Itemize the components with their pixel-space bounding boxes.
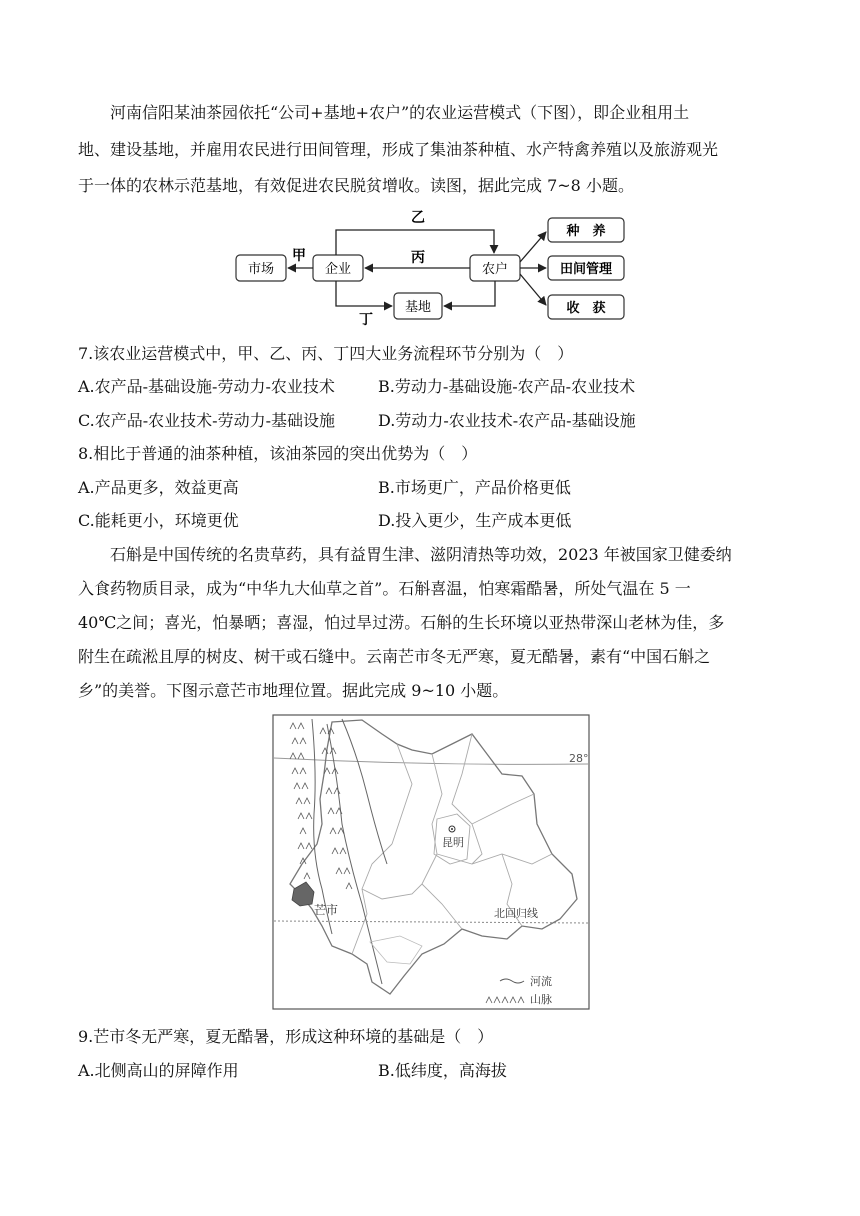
arrow-farmer-plant bbox=[520, 232, 546, 262]
plant-label: 种 养 bbox=[566, 224, 606, 239]
question-7-stem: 7.该农业运营模式中，甲、乙、丙、丁四大业务流程环节分别为（ ） bbox=[78, 344, 574, 363]
tropic-label: 北回归线 bbox=[494, 907, 538, 920]
mangshi-label: 芒市 bbox=[314, 903, 339, 917]
passage-1-line-1: 河南信阳某油茶园依托“公司+基地+农户”的农业运营模式（下图），即企业租用土 bbox=[110, 103, 690, 122]
passage-2-line-1: 石斛是中国传统的名贵草药，具有益胃生津、滋阴清热等功效，2023 年被国家卫健委纳 bbox=[110, 545, 732, 564]
kunming-label: 昆明 bbox=[442, 836, 464, 849]
passage-2-line-3: 40℃之间；喜光，怕暴晒；喜湿，怕过旱过涝。石斛的生长环境以亚热带深山老林为佳，多 bbox=[78, 613, 725, 632]
legend-mountain-label: 山脉 bbox=[530, 993, 552, 1006]
question-8-stem: 8.相比于普通的油茶种植，该油茶园的突出优势为（ ） bbox=[78, 444, 478, 463]
question-7-option-c: C.农产品-农业技术-劳动力-基础设施 bbox=[78, 411, 335, 430]
latitude-28-label: 28° bbox=[569, 752, 589, 765]
question-8-option-c: C.能耗更小，环境更优 bbox=[78, 511, 239, 530]
location-map bbox=[272, 714, 592, 1012]
question-9-option-b: B.低纬度，高海拔 bbox=[378, 1061, 507, 1080]
question-9-option-a: A.北侧高山的屏障作用 bbox=[78, 1061, 239, 1080]
harvest-label: 收 获 bbox=[566, 301, 606, 316]
passage-2-line-5: 乡”的美誉。下图示意芒市地理位置。据此完成 9~10 小题。 bbox=[78, 681, 509, 700]
passage-1-line-3: 于一体的农林示范基地，有效促进农民脱贫增收。读图，据此完成 7~8 小题。 bbox=[78, 176, 634, 195]
question-9-stem: 9.芒市冬无严寒，夏无酷暑，形成这种环境的基础是（ ） bbox=[78, 1027, 494, 1046]
farmer-label: 农户 bbox=[481, 262, 509, 277]
legend-river-label: 河流 bbox=[530, 975, 552, 988]
market-label: 市场 bbox=[247, 262, 275, 277]
field-label: 田间管理 bbox=[559, 262, 613, 277]
question-8-option-d: D.投入更少，生产成本更低 bbox=[378, 511, 572, 530]
label-yi: 乙 bbox=[411, 210, 425, 226]
label-bing: 丙 bbox=[411, 250, 425, 266]
question-7-option-b: B.劳动力-基础设施-农产品-农业技术 bbox=[378, 377, 636, 396]
question-7-option-a: A.农产品-基础设施-劳动力-农业技术 bbox=[78, 377, 335, 396]
arrow-farmer-harvest bbox=[520, 274, 546, 305]
arrow-ding bbox=[336, 281, 392, 306]
flow-diagram bbox=[0, 206, 860, 326]
question-8-option-b: B.市场更广，产品价格更低 bbox=[378, 478, 571, 497]
passage-2-line-2: 入食药物质目录，成为“中华九大仙草之首”。石斛喜温，怕寒霜酷暑，所处气温在 5 一 bbox=[78, 579, 691, 598]
company-label: 企业 bbox=[324, 262, 352, 277]
passage-1-line-2: 地、建设基地，并雇用农民进行田间管理，形成了集油茶种植、水产特禽养殖以及旅游观光 bbox=[78, 140, 719, 159]
label-ding: 丁 bbox=[359, 312, 373, 326]
label-jia: 甲 bbox=[292, 248, 306, 264]
arrow-farmer-base bbox=[444, 281, 495, 306]
passage-2-line-4: 附生在疏淞且厚的树皮、树干或石缝中。云南芒市冬无严寒，夏无酷暑，素有“中国石斛之 bbox=[78, 647, 711, 666]
question-8-option-a: A.产品更多，效益更高 bbox=[78, 478, 239, 497]
base-label: 基地 bbox=[404, 300, 432, 315]
question-7-option-d: D.劳动力-农业技术-农产品-基础设施 bbox=[378, 411, 636, 430]
